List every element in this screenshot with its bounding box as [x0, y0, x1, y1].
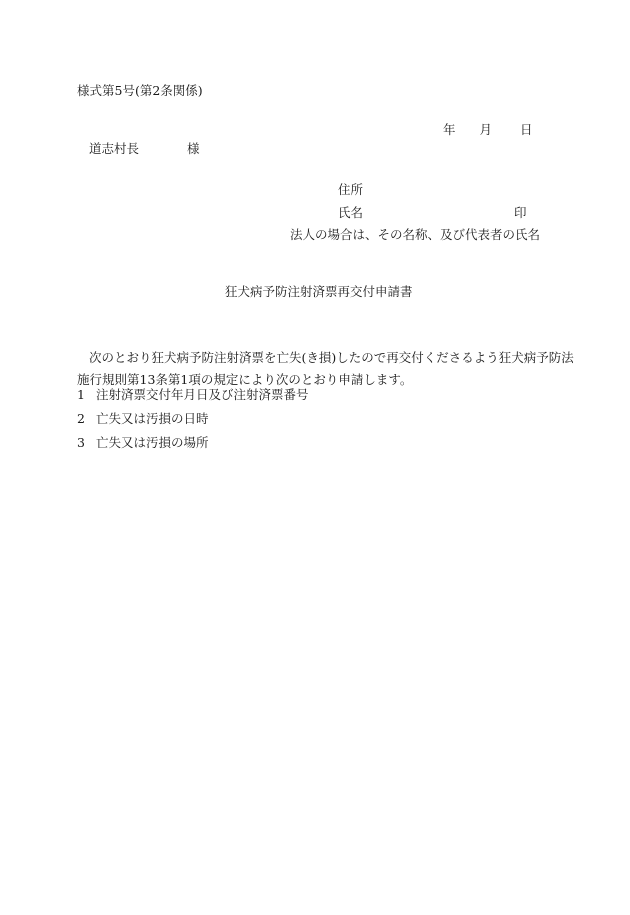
seal-label: 印	[514, 205, 527, 220]
date-year-label: 年	[443, 122, 456, 137]
addressee	[89, 143, 200, 156]
date-month-label: 月	[479, 122, 493, 137]
form-number: 様式第5号(第2条関係)	[77, 83, 203, 98]
list-item-text: 亡失又は汚損の日時	[96, 411, 209, 426]
list-item	[77, 437, 209, 450]
date-day-label: 日	[520, 122, 533, 137]
list-item-number: 2	[77, 411, 85, 426]
list-item-text: 亡失又は汚損の場所	[96, 435, 209, 450]
corporate-note: 法人の場合は、その名称、及び代表者の氏名	[290, 227, 541, 242]
applicant-name-label: 氏名	[338, 205, 364, 220]
list-item-number: 3	[77, 435, 85, 450]
applicant-address-label: 住所	[338, 182, 364, 197]
list-item	[77, 413, 209, 426]
date-line	[443, 124, 533, 137]
addressee-name: 道志村長	[89, 141, 140, 156]
list-item	[77, 389, 309, 402]
addressee-honorific: 様	[187, 141, 200, 156]
list-item-text: 注射済票交付年月日及び注射済票番号	[96, 387, 309, 402]
document-title: 狂犬病予防注射済票再交付申請書	[225, 284, 413, 299]
body-paragraph: 次のとおり狂犬病予防注射済票を亡失(き損)したので再交付くださるよう狂犬病予防法施行規則第13条第1項の規定により次のとおり申請します。	[77, 350, 574, 387]
list-item-number: 1	[77, 387, 85, 402]
